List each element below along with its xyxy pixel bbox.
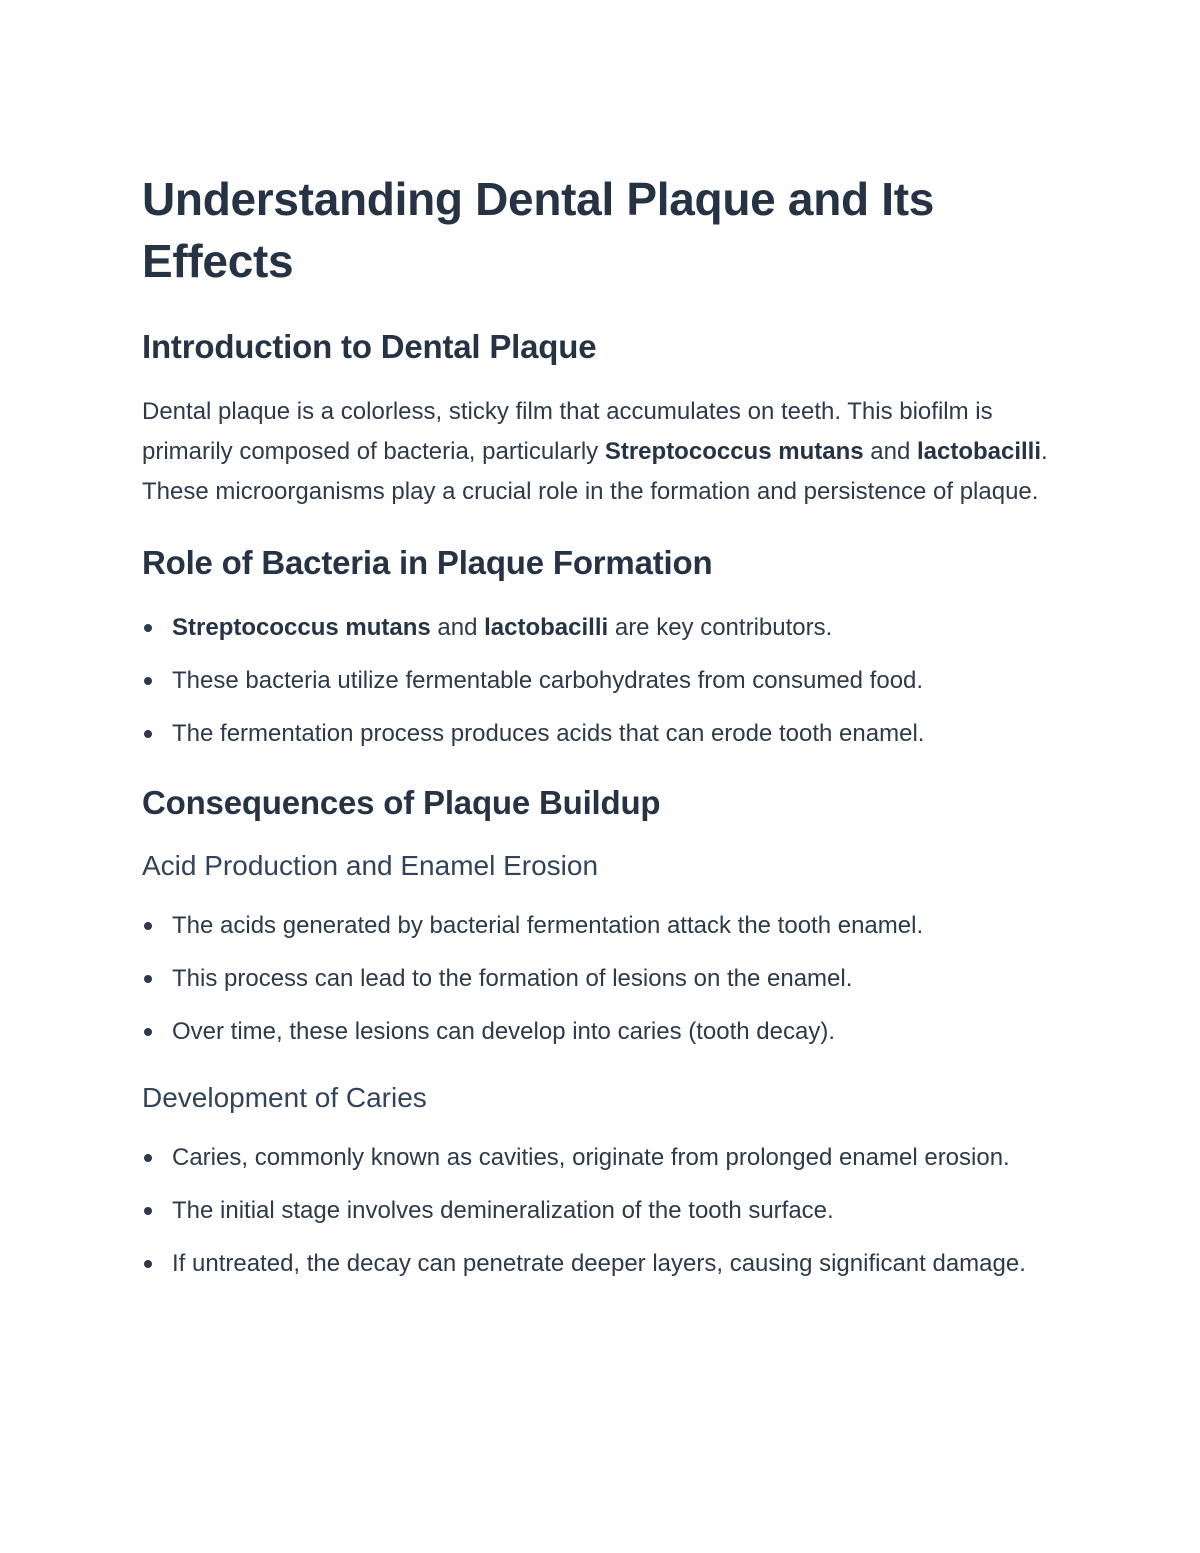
list-item-text: are key contributors. (608, 614, 833, 641)
caries-subheading: Development of Caries (142, 1082, 427, 1113)
bullet-icon (144, 975, 152, 983)
caries-list (142, 1138, 1072, 1284)
intro-text-1: Dental plaque is a colorless, sticky film that accumulates on teeth. This biofilm is primarily composed of bacteria, particularly (142, 398, 993, 465)
intro-bold-streptococcus: Streptococcus mutans (604, 438, 864, 465)
list-item-text: This process can lead to the formation of lesions on the enamel. (172, 965, 853, 992)
list-item (142, 714, 1072, 754)
list-item (142, 906, 1072, 946)
bullet-icon (144, 1260, 152, 1268)
document-title: Understanding Dental Plaque and Its Effects (142, 173, 935, 287)
bullet-icon (144, 677, 152, 685)
list-item-text: These bacteria utilize fermentable carbohydrates from consumed food. (172, 667, 924, 694)
intro-text-2: and (863, 438, 917, 465)
consequences-section (142, 782, 1072, 1284)
list-item-text: Caries, commonly known as cavities, originate from prolonged enamel erosion. (172, 1144, 1010, 1171)
list-item-text: and (430, 614, 485, 641)
list-item-text: The initial stage involves demineralization of the tooth surface. (172, 1197, 834, 1224)
bullet-icon (144, 624, 152, 632)
document-page (142, 168, 1072, 1312)
bacteria-section (142, 542, 1072, 754)
bold-lactobacilli: lactobacilli (484, 614, 609, 641)
intro-paragraph (142, 392, 1072, 512)
list-item-text: If untreated, the decay can penetrate deeper layers, causing significant damage. (172, 1250, 1026, 1277)
list-item (142, 608, 1072, 648)
list-item-text: Over time, these lesions can develop into caries (tooth decay). (172, 1018, 835, 1045)
acid-subheading: Acid Production and Enamel Erosion (142, 850, 599, 881)
bullet-icon (144, 922, 152, 930)
bacteria-list (142, 608, 1072, 754)
intro-bold-lactobacilli: lactobacilli (916, 438, 1042, 465)
intro-heading: Introduction to Dental Plaque (142, 328, 597, 365)
bullet-icon (144, 730, 152, 738)
intro-text-3: . These microorganisms play a crucial role in the formation and persistence of plaque. (142, 438, 1048, 505)
list-item-text: The fermentation process produces acids that can erode tooth enamel. (172, 720, 925, 747)
bullet-icon (144, 1028, 152, 1036)
acid-list (142, 906, 1072, 1052)
bullet-icon (144, 1154, 152, 1162)
consequences-heading: Consequences of Plaque Buildup (142, 784, 661, 821)
list-item (142, 959, 1072, 999)
list-item (142, 661, 1072, 701)
intro-section (142, 326, 1072, 512)
list-item (142, 1191, 1072, 1231)
list-item (142, 1138, 1072, 1178)
bullet-icon (144, 1207, 152, 1215)
list-item (142, 1244, 1072, 1284)
bold-streptococcus: Streptococcus mutans (172, 614, 431, 641)
bacteria-heading: Role of Bacteria in Plaque Formation (142, 544, 713, 581)
list-item (142, 1012, 1072, 1052)
list-item-text: The acids generated by bacterial fermentation attack the tooth enamel. (172, 912, 924, 939)
